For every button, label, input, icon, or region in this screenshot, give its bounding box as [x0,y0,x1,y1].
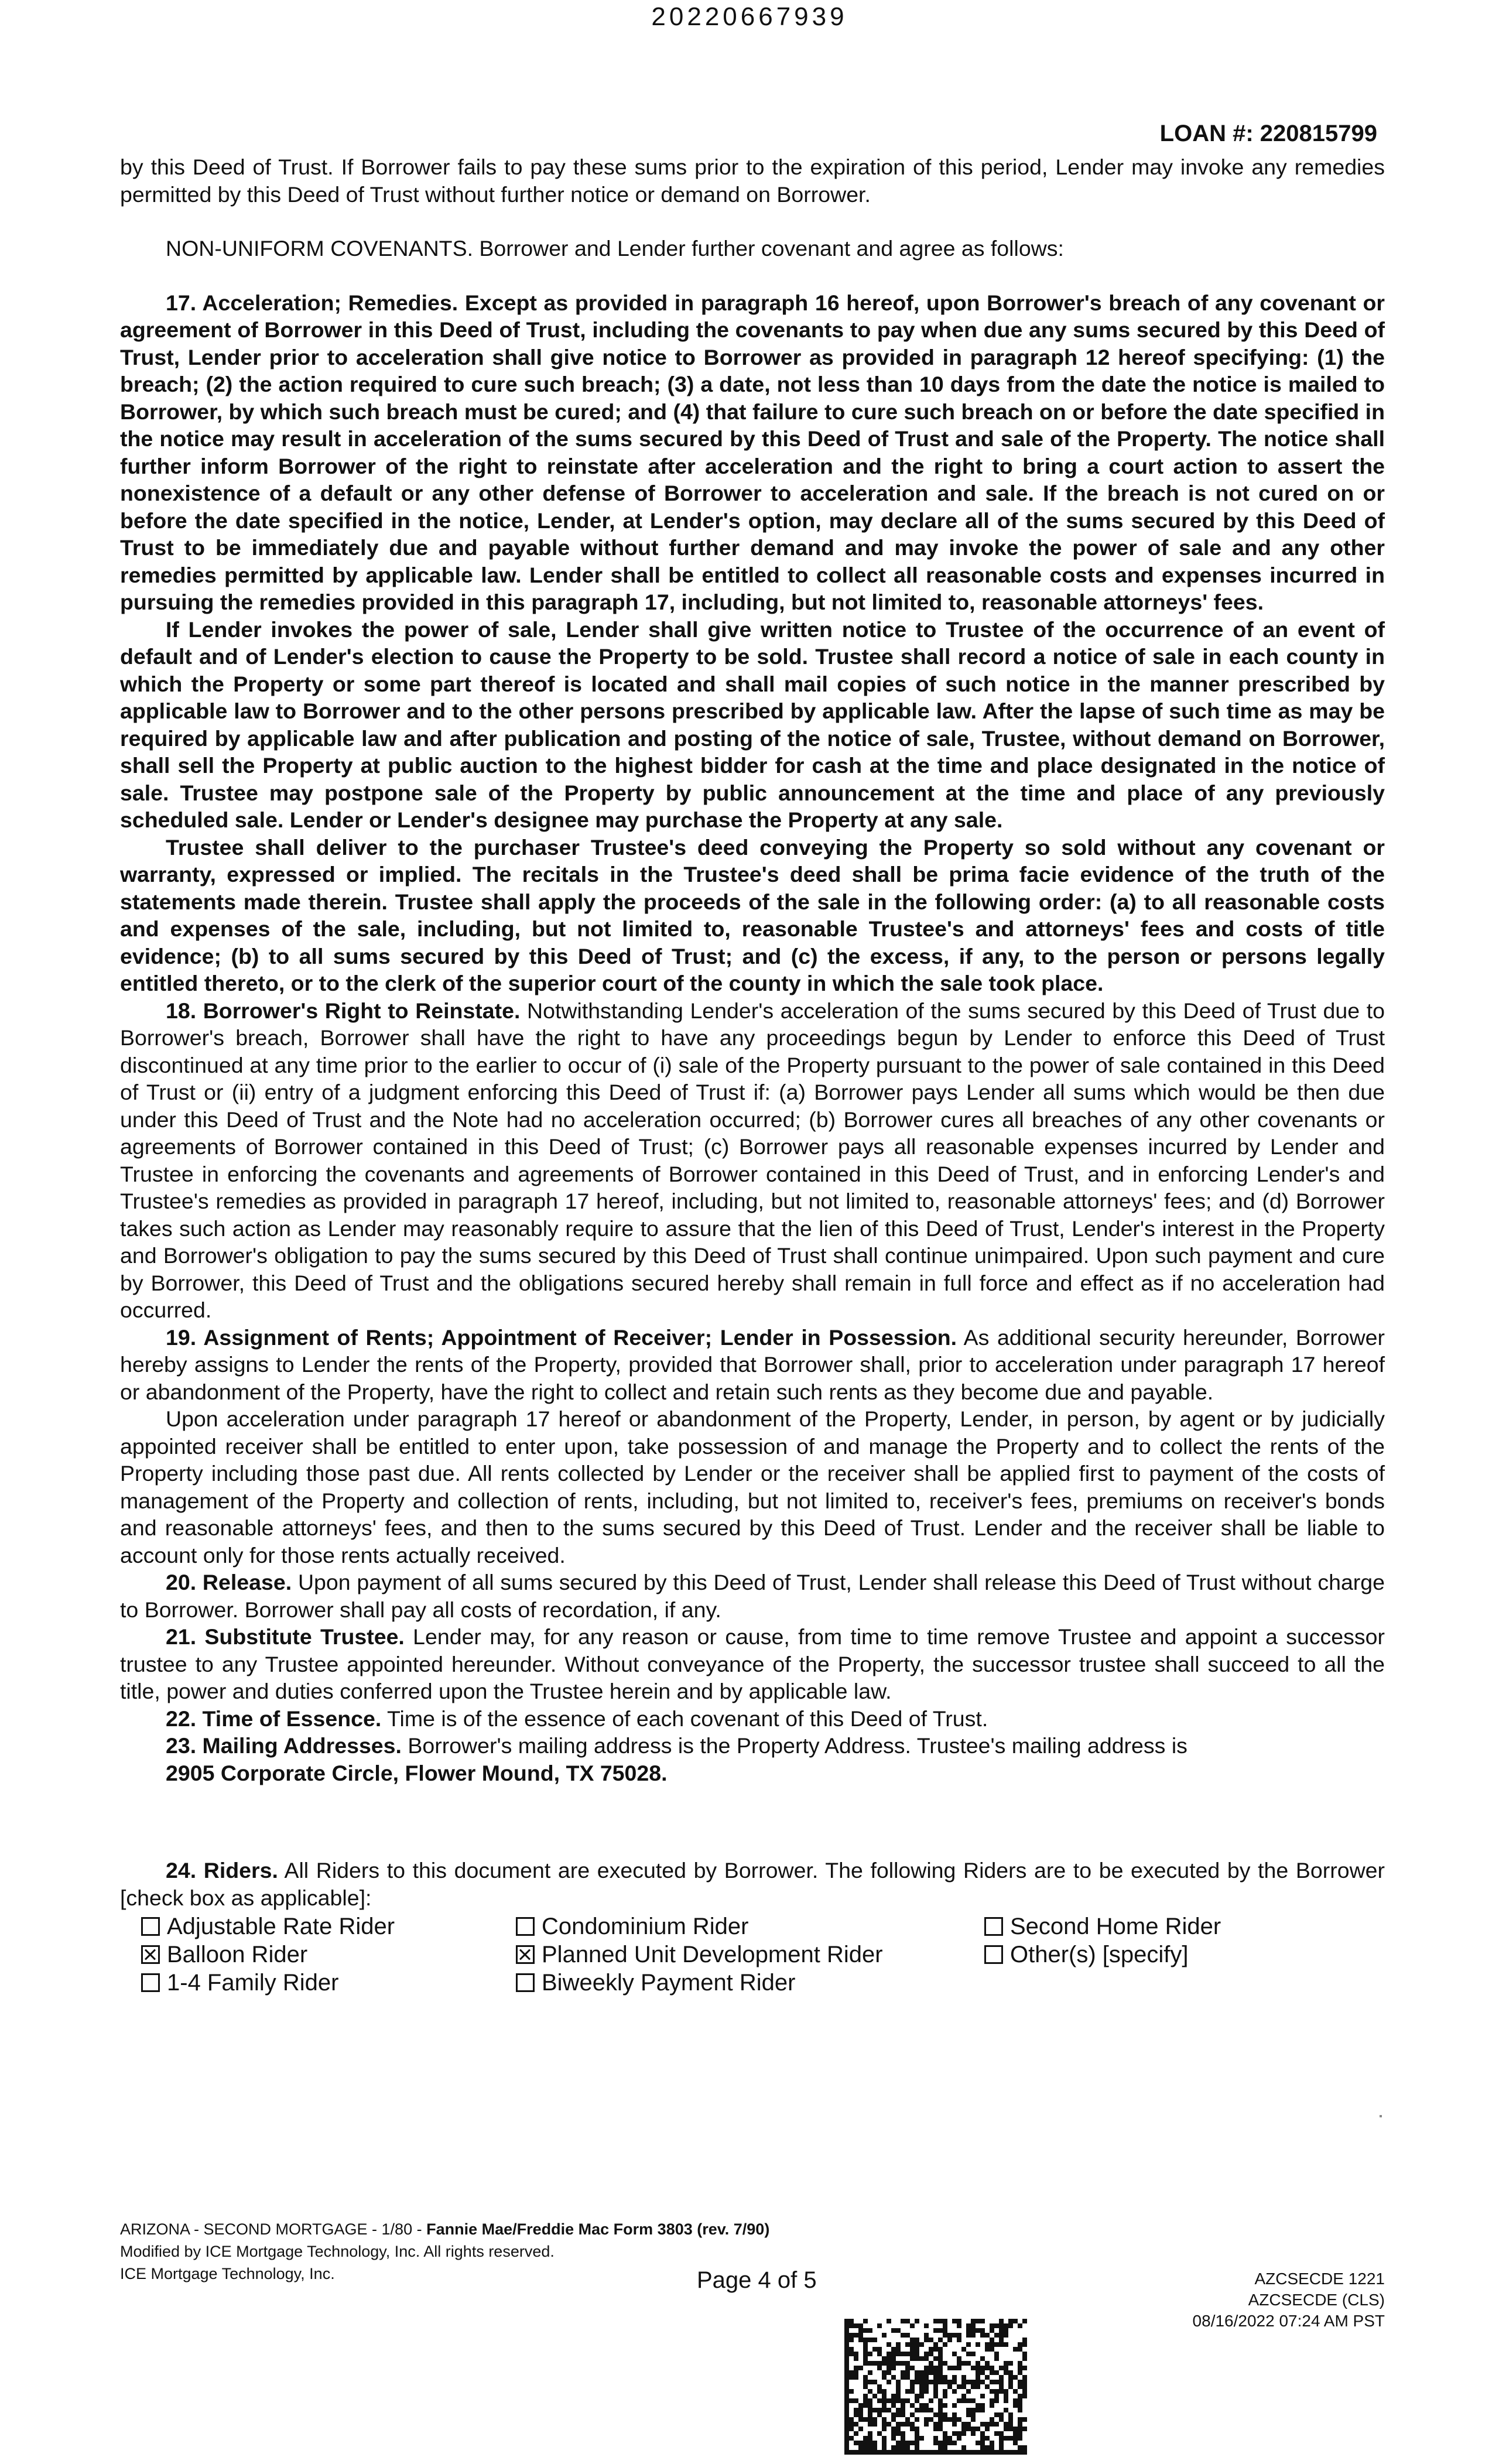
page-number: Page 4 of 5 [697,2267,817,2293]
rider-label: Other(s) [specify] [1010,1942,1189,1967]
rider-label: Adjustable Rate Rider [167,1914,395,1939]
rider-planned-unit-development[interactable] [516,1941,984,1969]
scan-artifact [1380,2115,1382,2117]
section-24-text: All Riders to this document are executed by Borrower. The following Riders are to be executed by the Borrower [check box as applicable]: [120,1858,1385,1910]
loan-value: 220815799 [1260,121,1377,146]
rider-biweekly-payment[interactable] [516,1969,984,1997]
rider-adjustable-rate[interactable] [141,1912,516,1941]
section-21-text: Lender may, for any reason or cause, from time to time remove Trustee and appoint a successor trustee to any Trustee appointed hereunder. Without conveyance of the Property, the successor trustee shall succeed to all the title, power and duties conferred upon the Trustee herein and by applicable law. [120,1624,1385,1703]
rider-label: Condominium Rider [542,1914,749,1939]
checkbox-icon[interactable] [141,1917,160,1936]
rider-label: Balloon Rider [167,1942,308,1967]
section-21-heading: 21. Substitute Trustee. [166,1624,405,1649]
rider-label: Biweekly Payment Rider [542,1970,796,1996]
section-22-text: Time is of the essence of each covenant of this Deed of Trust. [387,1706,988,1731]
section-19-paragraph-2: Upon acceleration under paragraph 17 hereof or abandonment of the Property, Lender, in person, by agent or by judicially appointed receiver shall be entitled to enter upon, take possession of and manage the Property and to collect the rents of the Property including those past due. All rents collected by Lender or the receiver shall be applied first to payment of the costs of management of the Property and collection of rents, including, but not limited to, receiver's fees, premiums on receiver's bonds and reasonable attorneys' fees, and then to the sums secured by this Deed of Trust. Lender and the receiver shall be liable to account only for those rents actually received. [120,1406,1385,1568]
section-20-text: Upon payment of all sums secured by this Deed of Trust, Lender shall release this Deed of Trust without charge to Borrower. Borrower shall pay all costs of recordation, if any. [120,1570,1385,1622]
section-21 [120,1623,1385,1705]
form-line [120,2218,769,2240]
checkbox-icon[interactable] [516,1973,535,1992]
section-17-heading: 17. Acceleration; Remedies. [166,290,458,315]
section-24-heading: 24. Riders. [166,1858,278,1883]
form-code-cls: AZCSECDE (CLS) [1248,2291,1385,2309]
section-19-paragraph-1 [120,1324,1385,1406]
section-23-heading: 23. Mailing Addresses. [166,1733,402,1758]
rider-label: 1-4 Family Rider [167,1970,339,1996]
form-code: AZCSECDE 1221 [1254,2270,1385,2288]
checked-checkbox-icon[interactable] [141,1945,160,1964]
loan-number [1160,121,1377,147]
rider-label: Second Home Rider [1010,1914,1221,1939]
section-17-text: Except as provided in paragraph 16 hereof, upon Borrower's breach of any covenant or agreement of Borrower in this Deed of Trust, including the covenants to pay when due any sums secured by this Deed of Trust, Lender prior to acceleration shall give notice to Borrower as provided in paragraph 12 hereof specifying: (1) the breach; (2) the action required to cure such breach; (3) a date, not less than 10 days from the date the notice is mailed to Borrower, by which such breach must be cured; and (4) that failure to cure such breach on or before the date specified in the notice may result in acceleration of the sums secured by this Deed of Trust and sale of the Property. The notice shall further inform Borrower of the right to reinstate after acceleration and the right to bring a court action to assert the nonexistence of a default or any other defense of Borrower to acceleration and sale. If the breach is not cured on or before the date specified in the notice, Lender, at Lender's option, may declare all of the sums secured by this Deed of Trust to be immediately due and payable without further demand and may invoke the power of sale and any other remedies permitted by applicable law. Lender shall be entitled to collect all reasonable costs and expenses incurred in pursuing the remedies provided in this paragraph 17, including, but not limited to, reasonable attorneys' fees. [120,290,1385,614]
checkbox-icon[interactable] [984,1945,1003,1964]
section-24 [120,1857,1385,1911]
section-19-text: As additional security hereunder, Borrower hereby assigns to Lender the rents of the Property, provided that Borrower shall, prior to acceleration under paragraph 17 hereof or abandonment of the Property, have the right to collect and retain such rents as they become due and payable. [120,1325,1385,1404]
form-line-prefix: ARIZONA - SECOND MORTGAGE - 1/80 - [120,2220,427,2238]
section-17-paragraph-3: Trustee shall deliver to the purchaser Trustee's deed conveying the Property so sold without any covenant or warranty, expressed or implied. The recitals in the Trustee's deed shall be prima facie evidence of the truth of the statements made therein. Trustee shall apply the proceeds of the sale in the following order: (a) to all reasonable costs and expenses of the sale, including, but not limited to, reasonable Trustee's and attorneys' fees and costs of title evidence; (b) to all sums secured by this Deed of Trust; and (c) the excess, if any, to the person or persons legally entitled thereto, or to the clerk of the superior court of the county in which the sale took place. [120,834,1385,995]
company-name: ICE Mortgage Technology, Inc. [120,2265,335,2282]
section-23-text: Borrower's mailing address is the Property Address. Trustee's mailing address is [408,1733,1187,1758]
checkbox-icon[interactable] [516,1917,535,1936]
checked-checkbox-icon[interactable] [516,1945,535,1964]
print-timestamp: 08/16/2022 07:24 AM PST [1192,2312,1385,2330]
section-18-heading: 18. Borrower's Right to Reinstate. [166,998,521,1023]
section-22 [120,1705,1385,1733]
checkbox-icon[interactable] [984,1917,1003,1936]
section-17-paragraph-1 [120,289,1385,616]
riders-checklist [141,1912,1385,1997]
section-23 [120,1732,1385,1787]
footer-form-info [120,2218,769,2285]
section-18 [120,997,1385,1324]
trustee-address: 2905 Corporate Circle, Flower Mound, TX 75028. [166,1760,668,1785]
rider-condominium[interactable] [516,1912,984,1941]
recording-number: 20220667939 [651,2,848,31]
continuation-paragraph: by this Deed of Trust. If Borrower fails to pay these sums prior to the expiration of this period, Lender may invoke any remedies permitted by this Deed of Trust without further notice or demand on Borrower. [120,155,1385,207]
form-line-bold: Fannie Mae/Freddie Mac Form 3803 (rev. 7/90) [426,2220,770,2238]
section-17-paragraph-2: If Lender invokes the power of sale, Lender shall give written notice to Trustee of the occurrence of an event of default and of Lender's election to cause the Property to be sold. Trustee shall record a notice of sale in each county in which the Property or some part thereof is located and shall mail copies of such notice in the manner prescribed by applicable law to Borrower and to the other persons prescribed by applicable law. After the lapse of such time as may be required by applicable law and after publication and posting of the notice of sale, Trustee, without demand on Borrower, shall sell the Property at public auction to the highest bidder for cash at the time and place designated in the notice of sale. Trustee may postpone sale of the Property by public announcement at the time and place of any previously scheduled sale. Lender or Lender's designee may purchase the Property at any sale. [120,617,1385,832]
rider-other[interactable] [984,1941,1359,1969]
rider-second-home[interactable] [984,1912,1359,1941]
section-20-heading: 20. Release. [166,1570,292,1594]
checkbox-icon[interactable] [141,1973,160,1992]
section-20 [120,1569,1385,1623]
section-22-heading: 22. Time of Essence. [166,1706,382,1731]
modified-line: Modified by ICE Mortgage Technology, Inc. All rights reserved. [120,2243,555,2260]
rider-balloon[interactable] [141,1941,516,1969]
rider-label: Planned Unit Development Rider [542,1942,883,1967]
document-body [120,153,1385,1997]
loan-label: LOAN #: [1159,121,1254,146]
footer-codes [1193,2268,1385,2332]
2d-barcode [844,2319,1027,2455]
rider-1-4-family[interactable] [141,1969,516,1997]
section-19-heading: 19. Assignment of Rents; Appointment of Receiver; Lender in Possession. [166,1325,957,1350]
non-uniform-covenants-heading: NON-UNIFORM COVENANTS. Borrower and Lender further covenant and agree as follows: [166,236,1064,261]
section-18-text: Notwithstanding Lender's acceleration of the sums secured by this Deed of Trust due to Borrower's breach, Borrower shall have the right to have any proceedings begun by Lender to enforce this Deed of Trust discontinued at any time prior to the earlier to occur of (i) sale of the Property pursuant to the power of sale contained in this Deed of Trust or (ii) entry of a judgment enforcing this Deed of Trust if: (a) Borrower pays Lender all sums which would be then due under this Deed of Trust and the Note had no acceleration occurred; (b) Borrower cures all breaches of any other covenants or agreements of Borrower contained in this Deed of Trust; (c) Borrower pays all reasonable expenses incurred by Lender and Trustee in enforcing the covenants and agreements of Borrower contained in this Deed of Trust, and in enforcing Lender's and Trustee's remedies as provided in paragraph 17 hereof, including, but not limited to, reasonable attorneys' fees; and (d) Borrower takes such action as Lender may reasonably require to assure that the lien of this Deed of Trust, Lender's interest in the Property and Borrower's obligation to pay the sums secured by this Deed of Trust shall continue unimpaired. Upon such payment and cure by Borrower, this Deed of Trust and the obligations secured hereby shall remain in full force and effect as if no acceleration had occurred. [120,998,1385,1322]
